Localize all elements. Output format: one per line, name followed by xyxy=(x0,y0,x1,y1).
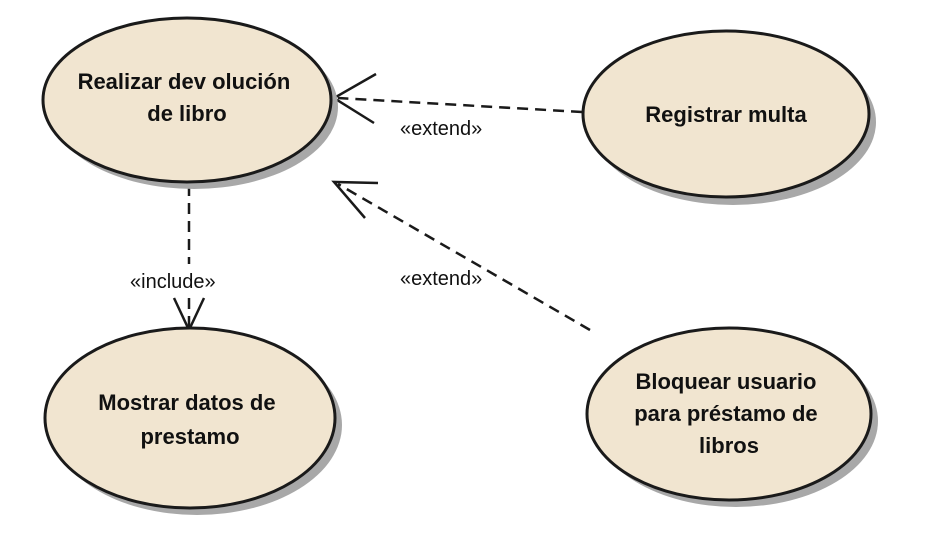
extend-relation-bloquear-usuario[interactable] xyxy=(334,182,590,330)
extend-label-bloquear-usuario: «extend» xyxy=(400,268,483,290)
usecase-label xyxy=(645,102,807,127)
usecase-realizar-devolucion[interactable] xyxy=(43,18,338,189)
extend-label-registrar-multa: «extend» xyxy=(400,118,483,140)
usecase-mostrar-datos[interactable] xyxy=(45,328,342,515)
usecase-bloquear-usuario[interactable] xyxy=(587,328,878,507)
extend-line-registrar-multa xyxy=(338,98,582,112)
extend-arrowhead-bloquear-usuario xyxy=(334,182,378,218)
usecase-label-line-1: Bloquear usuario xyxy=(635,369,817,394)
usecase-label-line-2: de libro xyxy=(147,101,227,126)
extend-line-bloquear-usuario xyxy=(338,184,590,330)
usecase-ellipse xyxy=(45,328,335,508)
usecase-label-line-1: Realizar dev olución xyxy=(77,69,291,94)
include-relation-mostrar-datos[interactable] xyxy=(130,185,216,330)
extend-relation-registrar-multa[interactable] xyxy=(334,74,582,140)
usecase-label-line-1: Mostrar datos de xyxy=(98,390,276,415)
usecase-registrar-multa[interactable] xyxy=(583,31,876,205)
usecase-label-line-2: prestamo xyxy=(140,424,240,449)
usecase-label-line-3: libros xyxy=(699,433,759,458)
usecase-ellipse xyxy=(43,18,331,182)
usecase-label-line-2: para préstamo de xyxy=(634,401,818,426)
usecase-label-line-1: Registrar multa xyxy=(645,102,807,127)
include-label-mostrar-datos: «include» xyxy=(130,271,216,293)
